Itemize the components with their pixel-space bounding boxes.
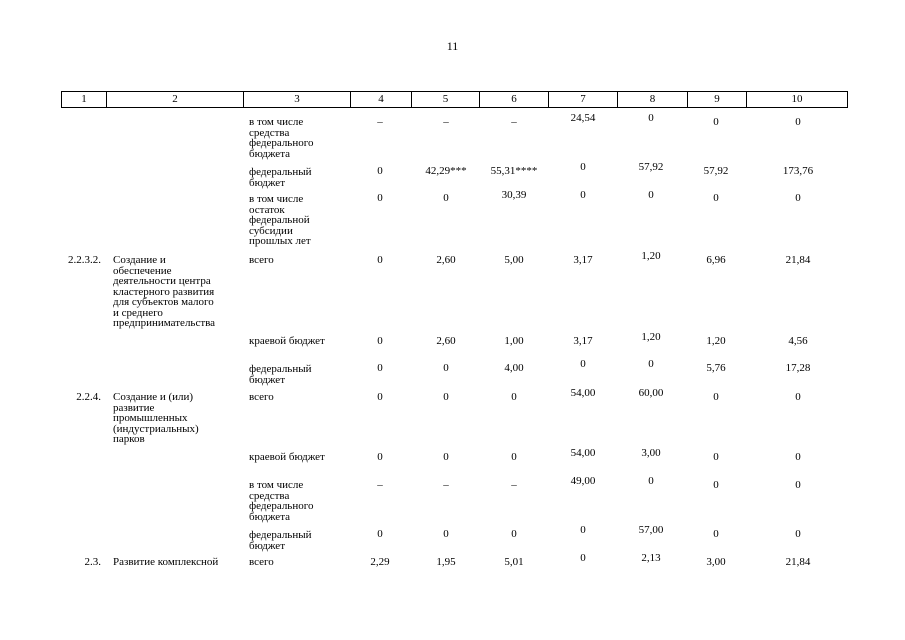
row-value-col10: 173,76 <box>782 165 814 177</box>
row-value-col7: 24,54 <box>570 112 596 124</box>
header-col-10: 10 <box>747 92 848 108</box>
header-col-6: 6 <box>480 92 549 108</box>
row-value-col9: 3,00 <box>706 556 726 568</box>
row-value-col8: 1,20 <box>641 331 661 343</box>
row-value-col5: 0 <box>443 451 449 463</box>
row-value-col10: 21,84 <box>785 556 811 568</box>
row-value-col6: 30,39 <box>501 189 527 201</box>
row-value-col8: 3,00 <box>641 447 661 459</box>
row-title: Создание и обеспечение деятельности центра кластерного развития для субъектов малого и среднего предпринимательства <box>113 254 216 329</box>
row-value-col7: 3,17 <box>573 254 593 266</box>
row-source: федеральный бюджет <box>249 363 312 386</box>
row-value-col6: – <box>511 479 517 491</box>
row-value-col10: 4,56 <box>788 335 808 347</box>
row-value-col8: 57,92 <box>638 161 664 173</box>
header-col-4: 4 <box>351 92 412 108</box>
row-value-col8: 60,00 <box>638 387 664 399</box>
row-value-col8: 0 <box>648 189 654 201</box>
row-code: 2.2.4. <box>76 391 101 403</box>
row-value-col4: – <box>377 479 383 491</box>
header-col-9: 9 <box>688 92 747 108</box>
row-value-col6: – <box>511 116 517 128</box>
row-value-col8: 2,13 <box>641 552 661 564</box>
row-value-col6: 0 <box>511 451 517 463</box>
row-value-col4: 0 <box>377 192 383 204</box>
row-value-col8: 57,00 <box>638 524 664 536</box>
row-source: краевой бюджет <box>249 335 325 347</box>
row-value-col7: 0 <box>580 524 586 536</box>
row-value-col5: 0 <box>443 362 449 374</box>
row-value-col9: 0 <box>713 192 719 204</box>
row-value-col7: 3,17 <box>573 335 593 347</box>
row-value-col9: 0 <box>713 528 719 540</box>
row-value-col10: 0 <box>795 116 801 128</box>
table-header <box>61 91 848 108</box>
row-value-col6: 55,31**** <box>490 165 538 177</box>
row-value-col6: 1,00 <box>504 335 524 347</box>
row-value-col4: 0 <box>377 528 383 540</box>
row-source: в том числе средства федерального бюджета <box>249 116 314 160</box>
row-value-col5: 0 <box>443 391 449 403</box>
row-value-col4: 0 <box>377 362 383 374</box>
row-value-col9: 1,20 <box>706 335 726 347</box>
row-value-col4: – <box>377 116 383 128</box>
row-value-col7: 54,00 <box>570 387 596 399</box>
row-value-col6: 0 <box>511 391 517 403</box>
row-value-col8: 0 <box>648 475 654 487</box>
row-value-col5: 1,95 <box>436 556 456 568</box>
header-col-2: 2 <box>107 92 244 108</box>
row-value-col10: 0 <box>795 192 801 204</box>
row-value-col4: 0 <box>377 451 383 463</box>
row-value-col5: 0 <box>443 192 449 204</box>
row-value-col5: – <box>443 479 449 491</box>
row-value-col10: 0 <box>795 451 801 463</box>
row-value-col5: – <box>443 116 449 128</box>
row-value-col5: 0 <box>443 528 449 540</box>
row-value-col9: 5,76 <box>706 362 726 374</box>
row-value-col5: 2,60 <box>436 335 456 347</box>
row-value-col4: 0 <box>377 335 383 347</box>
row-source: краевой бюджет <box>249 451 325 463</box>
row-value-col9: 57,92 <box>703 165 729 177</box>
row-value-col5: 42,29*** <box>425 165 467 177</box>
row-value-col8: 1,20 <box>641 250 661 262</box>
row-value-col6: 5,01 <box>504 556 524 568</box>
row-value-col4: 0 <box>377 391 383 403</box>
row-value-col9: 6,96 <box>706 254 726 266</box>
row-value-col4: 0 <box>377 165 383 177</box>
header-col-3: 3 <box>244 92 351 108</box>
header-col-5: 5 <box>412 92 480 108</box>
row-value-col9: 0 <box>713 451 719 463</box>
row-value-col9: 0 <box>713 479 719 491</box>
header-col-8: 8 <box>618 92 688 108</box>
row-value-col9: 0 <box>713 391 719 403</box>
row-value-col5: 2,60 <box>436 254 456 266</box>
row-value-col7: 0 <box>580 358 586 370</box>
row-value-col7: 54,00 <box>570 447 596 459</box>
header-col-7: 7 <box>549 92 618 108</box>
row-value-col6: 4,00 <box>504 362 524 374</box>
row-source: в том числе средства федерального бюджета <box>249 479 314 523</box>
row-value-col10: 0 <box>795 528 801 540</box>
row-code: 2.3. <box>84 556 101 568</box>
row-title: Создание и (или) развитие промышленных (индустриальных) парков <box>113 391 199 445</box>
row-value-col6: 5,00 <box>504 254 524 266</box>
page-number: 11 <box>446 39 459 53</box>
row-title: Развитие комплексной <box>113 556 219 568</box>
header-col-1: 1 <box>62 92 107 108</box>
row-source: в том числе остаток федеральной субсидии прошлых лет <box>249 193 311 247</box>
row-value-col10: 17,28 <box>785 362 811 374</box>
row-value-col7: 0 <box>580 189 586 201</box>
row-source: всего <box>249 391 274 403</box>
row-value-col9: 0 <box>713 116 719 128</box>
row-source: федеральный бюджет <box>249 529 312 552</box>
row-code: 2.2.3.2. <box>68 254 101 266</box>
row-value-col6: 0 <box>511 528 517 540</box>
row-value-col7: 49,00 <box>570 475 596 487</box>
row-value-col10: 21,84 <box>785 254 811 266</box>
row-value-col10: 0 <box>795 391 801 403</box>
row-source: федеральный бюджет <box>249 166 312 189</box>
row-value-col10: 0 <box>795 479 801 491</box>
row-source: всего <box>249 254 274 266</box>
row-source: всего <box>249 556 274 568</box>
row-value-col7: 0 <box>580 552 586 564</box>
row-value-col8: 0 <box>648 358 654 370</box>
row-value-col4: 0 <box>377 254 383 266</box>
row-value-col7: 0 <box>580 161 586 173</box>
row-value-col4: 2,29 <box>370 556 390 568</box>
row-value-col8: 0 <box>648 112 654 124</box>
